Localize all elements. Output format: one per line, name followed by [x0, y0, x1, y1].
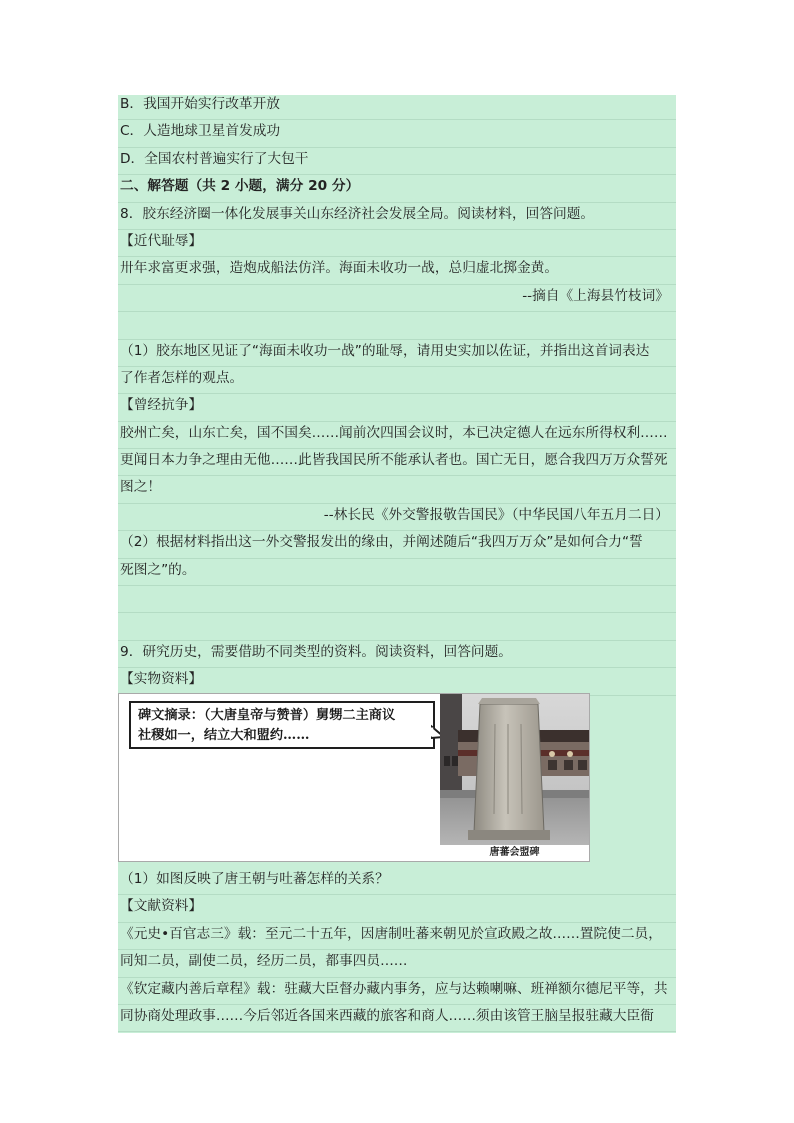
blank-row — [118, 613, 676, 640]
q9-material2-heading: 【文献资料】 — [118, 895, 676, 922]
inscription-line: 碑文摘录：（大唐皇帝与赞普）舅甥二主商议 — [138, 708, 396, 723]
inscription-panel — [119, 694, 440, 861]
q9-sub1: （1）如图反映了唐王朝与吐蕃怎样的关系？ — [118, 868, 676, 895]
q9-material2-text-line: 《钦定藏内善后章程》载：驻藏大臣督办藏内事务，应与达赖喇嘛、班禅额尔德尼平等，共 — [118, 978, 676, 1005]
q8-poem-source: --摘自《上海县竹枝词》 — [118, 285, 676, 312]
section2-heading: 二、解答题（共 2 小题，满分 20 分） — [118, 175, 676, 202]
blank-row — [118, 312, 676, 339]
q7-option-d: D．全国农村普遍实行了大包干 — [118, 148, 676, 175]
temple-window — [578, 760, 587, 770]
stele-figure — [118, 693, 590, 862]
document-upper-block — [118, 93, 676, 696]
q8-sub1-line: 了作者怎样的观点。 — [118, 367, 676, 394]
q7-option-c: C．人造地球卫星首发成功 — [118, 120, 676, 147]
temple-window — [564, 760, 573, 770]
q8-material2-text-line: 更闻日本力争之理由无他……此皆我国民所不能承认者也。国亡无日，愿合我四万万众誓死 — [118, 449, 676, 476]
stele-top-shape — [478, 698, 540, 704]
q8-material2-text-line: 图之！ — [118, 476, 676, 503]
speech-bubble-tail-joint — [431, 728, 433, 737]
q8-material2-heading: 【曾经抗争】 — [118, 394, 676, 421]
stele-base-shape — [468, 830, 550, 840]
stele-photo — [440, 694, 589, 845]
photo-caption: 唐蕃会盟碑 — [440, 845, 589, 861]
q8-sub1-line: （1）胶东地区见证了“海面未收功一战”的耻辱，请用史实加以佐证，并指出这首词表达 — [118, 340, 676, 367]
q8-material2-text-line: 胶州亡矣，山东亡矣，国不国矣……闻前次四国会议时，本已决定德人在远东所得权利…… — [118, 422, 676, 449]
q8-stem: 8．胶东经济圈一体化发展事关山东经济社会发展全局。阅读材料，回答问题。 — [118, 203, 676, 230]
inscription-line: 社稷如一，结立大和盟约…… — [138, 728, 310, 743]
left-building-window — [444, 756, 450, 766]
temple-ornament — [567, 751, 573, 757]
q7-option-b: B．我国开始实行改革开放 — [118, 93, 676, 120]
document-lower-block — [118, 868, 676, 1032]
q9-material2-text-line: 同协商处理政事……今后邻近各国来西藏的旅客和商人……须由该管王脑呈报驻藏大臣衙 — [118, 1005, 676, 1032]
stele-shape — [474, 704, 544, 832]
inscription-speech-bubble — [129, 701, 435, 749]
q8-poem: 卅年求富更求强，造炮成船法仿洋。海面未收功一战，总归虚北掷金黄。 — [118, 257, 676, 284]
q8-sub2-line: （2）根据材料指出这一外交警报发出的缘由，并阐述随后“我四万万众”是如何合力“誓 — [118, 531, 676, 558]
q9-material2-text-line: 《元史•百官志三》载：至元二十五年，因唐制吐蕃来朝见於宣政殿之故……置院使二员， — [118, 923, 676, 950]
q8-material1-heading: 【近代耻辱】 — [118, 230, 676, 257]
q8-sub2-line: 死图之”的。 — [118, 559, 676, 586]
q8-material2-source: --林长民《外交警报敬告国民》（中华民国八年五月二日） — [118, 504, 676, 531]
q9-stem: 9．研究历史，需要借助不同类型的资料。阅读资料，回答问题。 — [118, 641, 676, 668]
blank-row — [118, 586, 676, 613]
temple-ornament — [549, 751, 555, 757]
temple-window — [548, 760, 557, 770]
left-building-window — [452, 756, 458, 766]
q9-material2-text-line: 同知二员，副使二员，经历二员，都事四员…… — [118, 950, 676, 977]
q9-material1-heading: 【实物资料】 — [118, 668, 676, 695]
